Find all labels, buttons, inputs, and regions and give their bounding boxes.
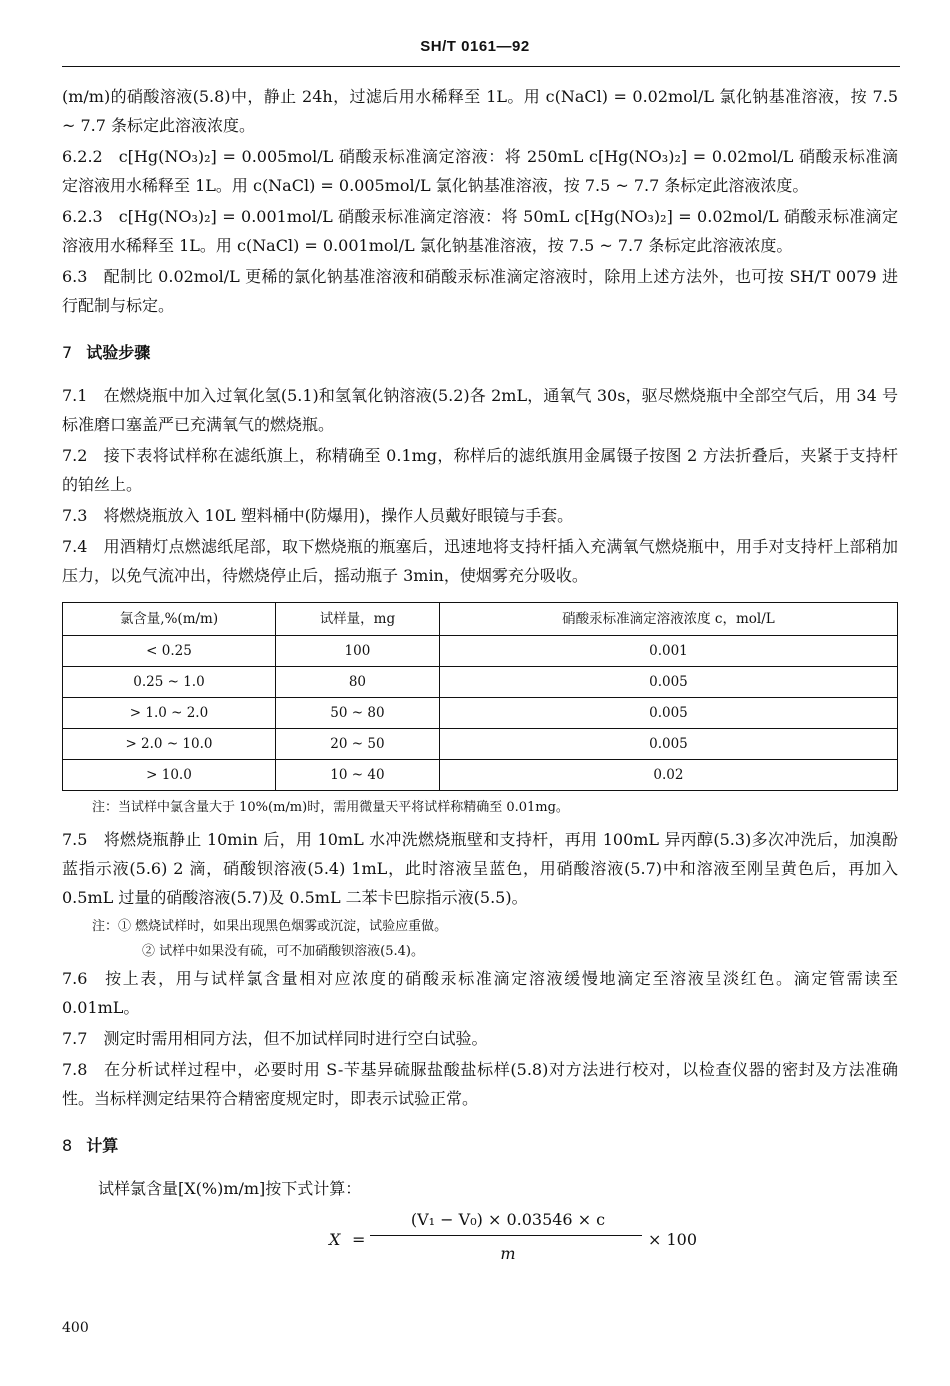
paragraph-text: 接下表将试样称在滤纸旗上，称精确至 0.1mg，称样后的滤纸旗用金属镊子按图 2 方法折叠后，夹紧于支持杆的铂丝上。 [62, 446, 898, 494]
section-title: 试验步骤 [86, 343, 151, 362]
clause-number: 7.4 [62, 537, 88, 556]
table-note: 注：当试样中氯含量大于 10%(m/m)时，需用微量天平将试样称精确至 0.01mg。 [92, 800, 569, 815]
sample-amount-table [62, 602, 898, 791]
paragraph-text: 将燃烧瓶静止 10min 后，用 10mL 水冲洗燃烧瓶壁和支持杆，再用 100mL 异丙醇(5.3)多次冲洗后，加溴酚蓝指示液(5.6) 2 滴，硝酸钡溶液(5.4) 1mL，此时溶液呈蓝色，用硝酸溶液(5.7)中和溶液至刚呈黄色后，再加入 0.5mL 过量的硝酸溶液(5.7)及 0.5mL 二苯卡巴腙指示液(5.5)。 [62, 830, 898, 907]
table-cell: 10 ~ 40 [275, 760, 439, 791]
table-header-cell: 硝酸汞标准滴定溶液浓度 c，mol/L [439, 603, 897, 636]
formula-multiplier: × 100 [648, 1230, 698, 1249]
paragraph-text: 在燃烧瓶中加入过氧化氢(5.1)和氢氧化钠溶液(5.2)各 2mL，通氧气 30s，驱尽燃烧瓶中全部空气后，用 34 号标准磨口塞盖严已充满氧气的燃烧瓶。 [62, 386, 898, 434]
table-cell: 0.001 [439, 636, 897, 667]
paragraph-7-8 [62, 1055, 898, 1113]
page-content [62, 82, 898, 1265]
formula-equals: = [352, 1230, 366, 1249]
table-row [63, 698, 898, 729]
formula-intro: 试样氯含量[X(%)m/m]按下式计算： [98, 1179, 362, 1198]
table-cell: 0.25 ~ 1.0 [63, 667, 276, 698]
formula-numerator: (V₁ − V₀) × 0.03546 × c [410, 1210, 606, 1229]
paragraph-text: c[Hg(NO₃)₂] = 0.001mol/L 硝酸汞标准滴定溶液：将 50mL c[Hg(NO₃)₂] = 0.02mol/L 硝酸汞标准滴定溶液用水稀释至 1L。用 c(NaCl) = 0.001mol/L 氯化钠基准溶液，按 7.5 ~ 7.7 条标定此溶液浓度。 [62, 207, 898, 255]
paragraph-text: 配制比 0.02mol/L 更稀的氯化钠基准溶液和硝酸汞标准滴定溶液时，除用上述方法外，也可按 SH/T 0079 进行配制与标定。 [62, 267, 898, 315]
table-row [63, 667, 898, 698]
clause-number: 7.7 [62, 1029, 88, 1048]
clause-number: 7.5 [62, 830, 88, 849]
table-cell: > 1.0 ~ 2.0 [63, 698, 276, 729]
table-cell: > 10.0 [63, 760, 276, 791]
standard-code-header: SH/T 0161—92 [420, 38, 530, 55]
table-cell: > 2.0 ~ 10.0 [63, 729, 276, 760]
clause-number: 7.3 [62, 506, 88, 525]
paragraph-7-6 [62, 964, 898, 1022]
paragraph-7-7 [62, 1024, 898, 1053]
fraction-bar [370, 1235, 642, 1236]
table-header-cell: 试样量，mg [275, 603, 439, 636]
table-header-cell: 氯含量,%(m/m) [63, 603, 276, 636]
clause-number: 7.8 [62, 1060, 88, 1079]
section-number: 7 [62, 343, 73, 362]
paragraph-text: 测定时需用相同方法，但不加试样同时进行空白试验。 [103, 1029, 488, 1048]
paragraph-7-2 [62, 441, 898, 499]
clause-number: 6.3 [62, 267, 88, 286]
table-header-row [63, 603, 898, 636]
table-row [63, 636, 898, 667]
paragraph-continuation [62, 82, 898, 140]
paragraph-text: 在分析试样过程中，必要时用 S-苄基异硫脲盐酸盐标样(5.8)对方法进行校对，以检查仪器的密封及方法准确性。当标样测定结果符合精密度规定时，即表示试验正常。 [62, 1060, 898, 1108]
table-row [63, 729, 898, 760]
note-item: 注：① 燃烧试样时，如果出现黑色烟雾或沉淀，试验应重做。 [92, 919, 448, 934]
table-cell: < 0.25 [63, 636, 276, 667]
note-item: ② 试样中如果没有硫，可不加硝酸钡溶液(5.4)。 [142, 944, 424, 959]
paragraph-7-5 [62, 825, 898, 912]
table-cell: 20 ~ 50 [275, 729, 439, 760]
clause-number: 7.2 [62, 446, 88, 465]
paragraph-7-3 [62, 501, 898, 530]
clause-number: 6.2.2 [62, 147, 103, 166]
clause-number: 7.6 [62, 969, 88, 988]
paragraph-7-4 [62, 532, 898, 590]
paragraph-6-3 [62, 262, 898, 320]
table-cell: 0.005 [439, 667, 897, 698]
paragraph-7-1 [62, 381, 898, 439]
paragraph-6-2-3 [62, 202, 898, 260]
section-number: 8 [62, 1136, 73, 1155]
paragraph-text: c[Hg(NO₃)₂] = 0.005mol/L 硝酸汞标准滴定溶液：将 250mL c[Hg(NO₃)₂] = 0.02mol/L 硝酸汞标准滴定溶液用水稀释至 1L。用 c(NaCl) = 0.005mol/L 氯化钠基准溶液，按 7.5 ~ 7.7 条标定此溶液浓度。 [62, 147, 898, 195]
table-cell: 100 [275, 636, 439, 667]
section-heading-7 [62, 338, 898, 367]
paragraph-text: 按上表，用与试样氯含量相对应浓度的硝酸汞标准滴定溶液缓慢地滴定至溶液呈淡红色。滴定管需读至 0.01mL。 [62, 969, 898, 1017]
formula-lhs: X [329, 1230, 341, 1249]
table-cell: 50 ~ 80 [275, 698, 439, 729]
section-title: 计算 [86, 1136, 119, 1155]
table-cell: 80 [275, 667, 439, 698]
table-cell: 0.02 [439, 760, 897, 791]
page-number: 400 [62, 1320, 89, 1336]
section-heading-8 [62, 1131, 898, 1160]
paragraph-text: (m/m)的硝酸溶液(5.8)中，静止 24h，过滤后用水稀释至 1L。用 c(NaCl) = 0.02mol/L 氯化钠基准溶液，按 7.5 ~ 7.7 条标定此溶液浓度。 [62, 87, 898, 135]
paragraph-text: 将燃烧瓶放入 10L 塑料桶中(防爆用)，操作人员戴好眼镜与手套。 [103, 506, 574, 525]
clause-number: 7.1 [62, 386, 88, 405]
paragraph-6-2-2 [62, 142, 898, 200]
chlorine-formula [62, 1205, 898, 1265]
paragraph-text: 用酒精灯点燃滤纸尾部，取下燃烧瓶的瓶塞后，迅速地将支持杆插入充满氧气燃烧瓶中，用手对支持杆上部稍加压力，以免气流冲出，待燃烧停止后，摇动瓶子 3min，使烟雾充分吸收。 [62, 537, 898, 585]
table-row [63, 760, 898, 791]
clause-number: 6.2.3 [62, 207, 103, 226]
header-rule [62, 66, 900, 67]
formula-denominator: m [500, 1244, 516, 1263]
table-cell: 0.005 [439, 698, 897, 729]
table-cell: 0.005 [439, 729, 897, 760]
